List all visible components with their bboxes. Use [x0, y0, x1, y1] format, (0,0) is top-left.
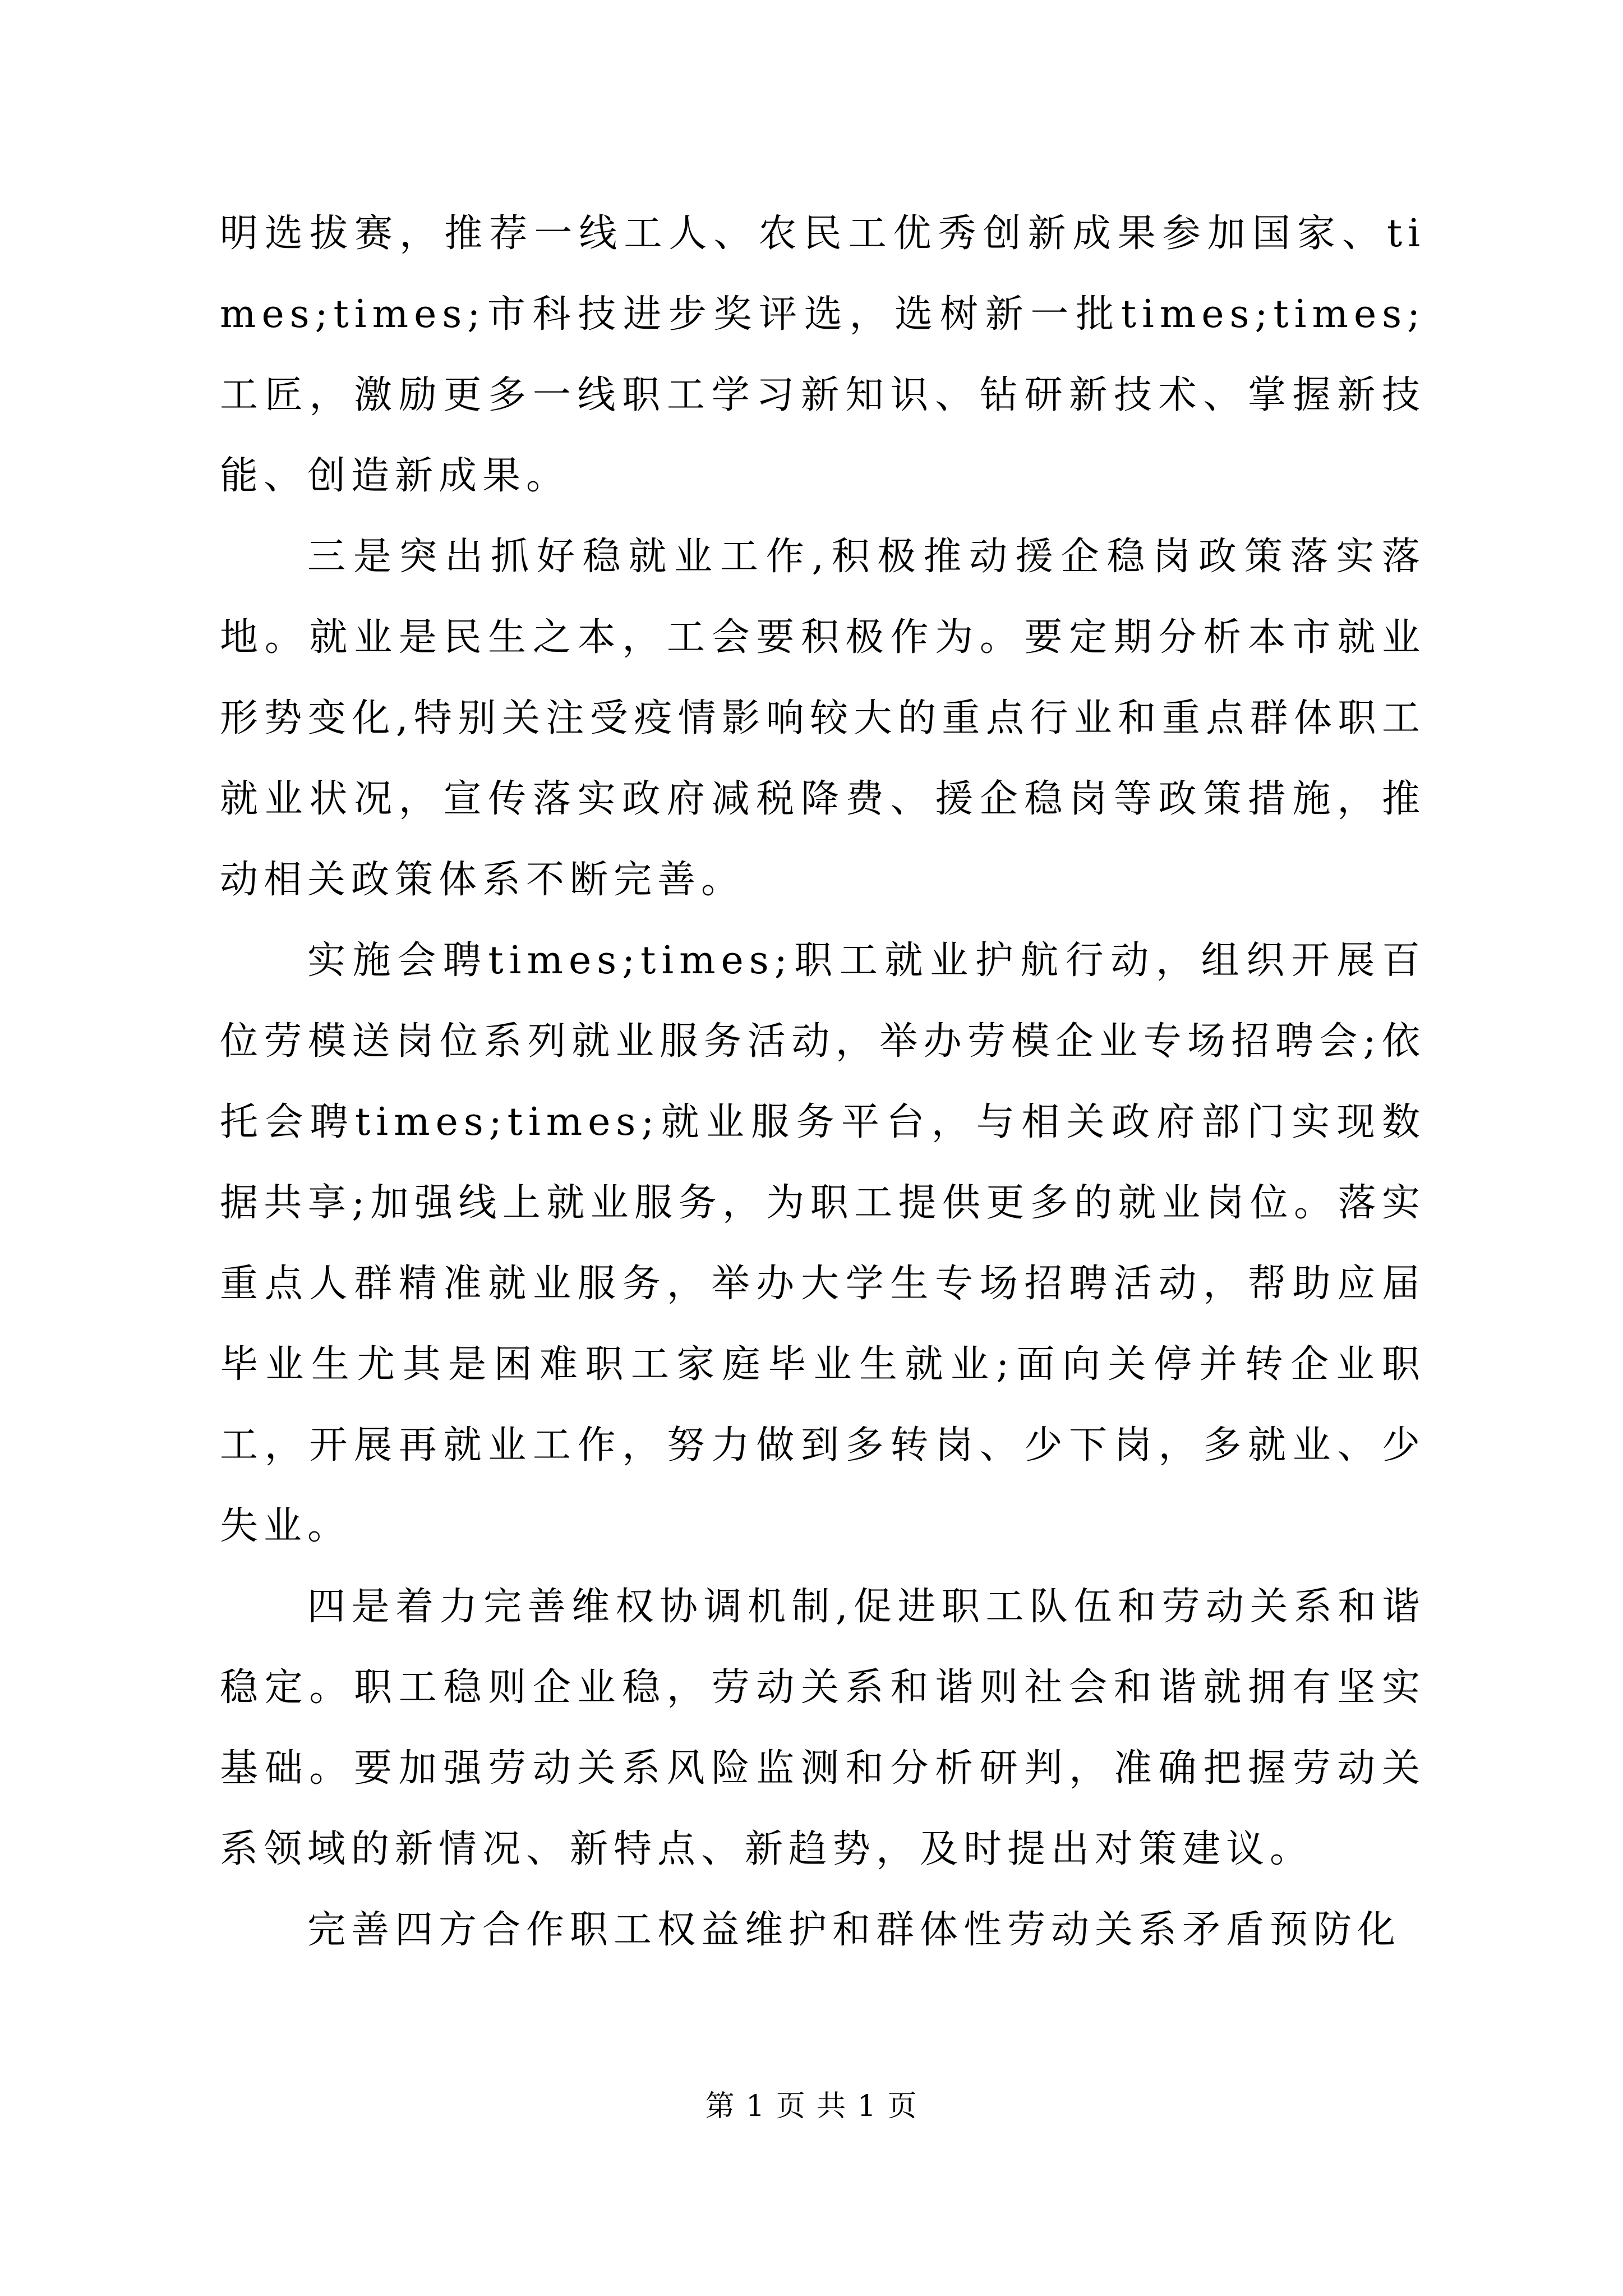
page-footer: 第 1 页 共 1 页 [705, 2090, 918, 2123]
body-text [220, 194, 1426, 1971]
paragraph-3: 实施会聘times;times;职工就业护航行动，组织开展百位劳模送岗位系列就业服务活动，举办劳模企业专场招聘会;依托会聘times;times;就业服务平台，与相关政府部门实现数据共享;加强线上就业服务，为职工提供更多的就业岗位。落实重点人群精准就业服务，举办大学生专场招聘活动，帮助应届毕业生尤其是困难职工家庭毕业生就业;面向关停并转企业职工，开展再就业工作，努力做到多转岗、少下岗，多就业、少失业。 [220, 938, 1426, 1548]
paragraph-2: 三是突出抓好稳就业工作,积极推动援企稳岗政策落实落地。就业是民生之本，工会要积极作为。要定期分析本市就业形势变化,特别关注受疫情影响较大的重点行业和重点群体职工就业状况，宣传落实政府减税降费、援企稳岗等政策措施，推动相关政策体系不断完善。 [220, 535, 1426, 902]
paragraph-4: 四是着力完善维权协调机制,促进职工队伍和劳动关系和谐稳定。职工稳则企业稳，劳动关系和谐则社会和谐就拥有坚实基础。要加强劳动关系风险监测和分析研判，准确把握劳动关系领域的新情况、新特点、新趋势，及时提出对策建议。 [220, 1585, 1426, 1871]
paragraph-5: 完善四方合作职工权益维护和群体性劳动关系矛盾预防化 [307, 1908, 1401, 1952]
paragraph-1: 明选拔赛，推荐一线工人、农民工优秀创新成果参加国家、times;times;市科技进步奖评选，选树新一批times;times;工匠，激励更多一线职工学习新知识、钻研新技术、掌握新技能、创造新成果。 [220, 211, 1426, 498]
